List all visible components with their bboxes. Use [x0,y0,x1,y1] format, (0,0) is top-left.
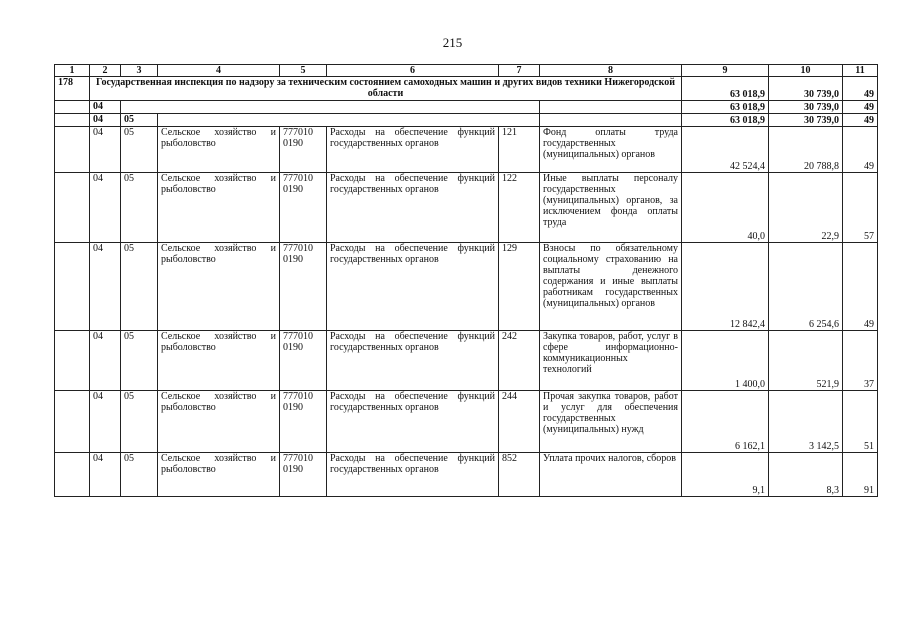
expense-type-cell: 122 [499,173,540,243]
percent-cell: 57 [843,173,878,243]
percent-cell: 51 [843,391,878,453]
table-row [55,127,878,173]
subsection-cell: 05 [121,243,158,331]
subsection-plan: 63 018,9 [682,114,769,127]
actual-cell: 20 788,8 [769,127,843,173]
purpose-cell: Расходы на обеспечение функций государственных органов [327,391,499,453]
agency-plan: 63 018,9 [682,77,769,101]
header-cell: 5 [280,65,327,77]
plan-cell: 42 524,4 [682,127,769,173]
category-cell: Сельское хозяйство и рыболовство [158,453,280,497]
table-row [55,453,878,497]
expense-type-cell: 852 [499,453,540,497]
percent-cell: 49 [843,243,878,331]
actual-cell: 22,9 [769,173,843,243]
percent-cell: 91 [843,453,878,497]
subsection-cell: 05 [121,173,158,243]
target-code-cell: 777010 0190 [280,391,327,453]
percent-cell: 49 [843,127,878,173]
expense-name-cell: Уплата прочих налогов, сборов [540,453,682,497]
expense-type-cell: 129 [499,243,540,331]
expense-type-cell: 244 [499,391,540,453]
header-cell: 7 [499,65,540,77]
target-code-cell: 777010 0190 [280,243,327,331]
subsection-row [55,114,878,127]
section-code: 04 [90,101,121,114]
plan-cell: 1 400,0 [682,331,769,391]
agency-percent: 49 [843,77,878,101]
header-cell: 1 [55,65,90,77]
purpose-cell: Расходы на обеспечение функций государственных органов [327,243,499,331]
subsection-code: 04 [90,114,121,127]
expense-name-cell: Фонд оплаты труда государственных (муниципальных) органов [540,127,682,173]
purpose-cell: Расходы на обеспечение функций государственных органов [327,173,499,243]
plan-cell: 9,1 [682,453,769,497]
agency-actual: 30 739,0 [769,77,843,101]
section-cell: 04 [90,453,121,497]
target-code-cell: 777010 0190 [280,453,327,497]
section-cell: 04 [90,173,121,243]
table-row [55,391,878,453]
agency-title: Государственная инспекция по надзору за техническим состоянием самоходных машин и других видов техники Нижегородской области [90,77,682,101]
target-code-cell: 777010 0190 [280,331,327,391]
section-cell: 04 [90,243,121,331]
expense-name-cell: Прочая закупка товаров, работ и услуг для обеспечения государственных (муниципальных) нужд [540,391,682,453]
subsection-cell: 05 [121,331,158,391]
target-code-cell: 777010 0190 [280,127,327,173]
category-cell: Сельское хозяйство и рыболовство [158,243,280,331]
subsection-subcode: 05 [121,114,158,127]
section-cell: 04 [90,127,121,173]
header-cell: 10 [769,65,843,77]
expense-name-cell: Взносы по обязательному социальному страхованию на выплаты денежного содержания и иные выплаты работникам государственных (муниципальных) органов [540,243,682,331]
page-number: 215 [442,35,463,50]
budget-table [54,64,878,497]
actual-cell: 3 142,5 [769,391,843,453]
subsection-cell: 05 [121,127,158,173]
percent-cell: 37 [843,331,878,391]
subsection-cell: 05 [121,453,158,497]
category-cell: Сельское хозяйство и рыболовство [158,331,280,391]
section-cell: 04 [90,331,121,391]
expense-name-cell: Закупка товаров, работ, услуг в сфере информационно-коммуникационных технологий [540,331,682,391]
plan-cell: 12 842,4 [682,243,769,331]
actual-cell: 8,3 [769,453,843,497]
header-cell: 8 [540,65,682,77]
category-cell: Сельское хозяйство и рыболовство [158,173,280,243]
actual-cell: 521,9 [769,331,843,391]
actual-cell: 6 254,6 [769,243,843,331]
subsection-percent: 49 [843,114,878,127]
section-cell: 04 [90,391,121,453]
section-actual: 30 739,0 [769,101,843,114]
expense-type-cell: 242 [499,331,540,391]
agency-row [55,77,878,101]
header-cell: 2 [90,65,121,77]
plan-cell: 6 162,1 [682,391,769,453]
agency-code: 178 [55,77,90,101]
header-cell: 3 [121,65,158,77]
section-plan: 63 018,9 [682,101,769,114]
header-row [55,65,878,77]
header-cell: 4 [158,65,280,77]
category-cell: Сельское хозяйство и рыболовство [158,127,280,173]
expense-name-cell: Иные выплаты персоналу государственных (муниципальных) органов, за исключением фонда оплаты труда [540,173,682,243]
table-row [55,331,878,391]
table-row [55,173,878,243]
section-row [55,101,878,114]
category-cell: Сельское хозяйство и рыболовство [158,391,280,453]
table-row [55,243,878,331]
purpose-cell: Расходы на обеспечение функций государственных органов [327,127,499,173]
purpose-cell: Расходы на обеспечение функций государственных органов [327,331,499,391]
purpose-cell: Расходы на обеспечение функций государственных органов [327,453,499,497]
header-cell: 6 [327,65,499,77]
header-cell: 11 [843,65,878,77]
header-cell: 9 [682,65,769,77]
expense-type-cell: 121 [499,127,540,173]
plan-cell: 40,0 [682,173,769,243]
subsection-actual: 30 739,0 [769,114,843,127]
subsection-cell: 05 [121,391,158,453]
target-code-cell: 777010 0190 [280,173,327,243]
section-percent: 49 [843,101,878,114]
